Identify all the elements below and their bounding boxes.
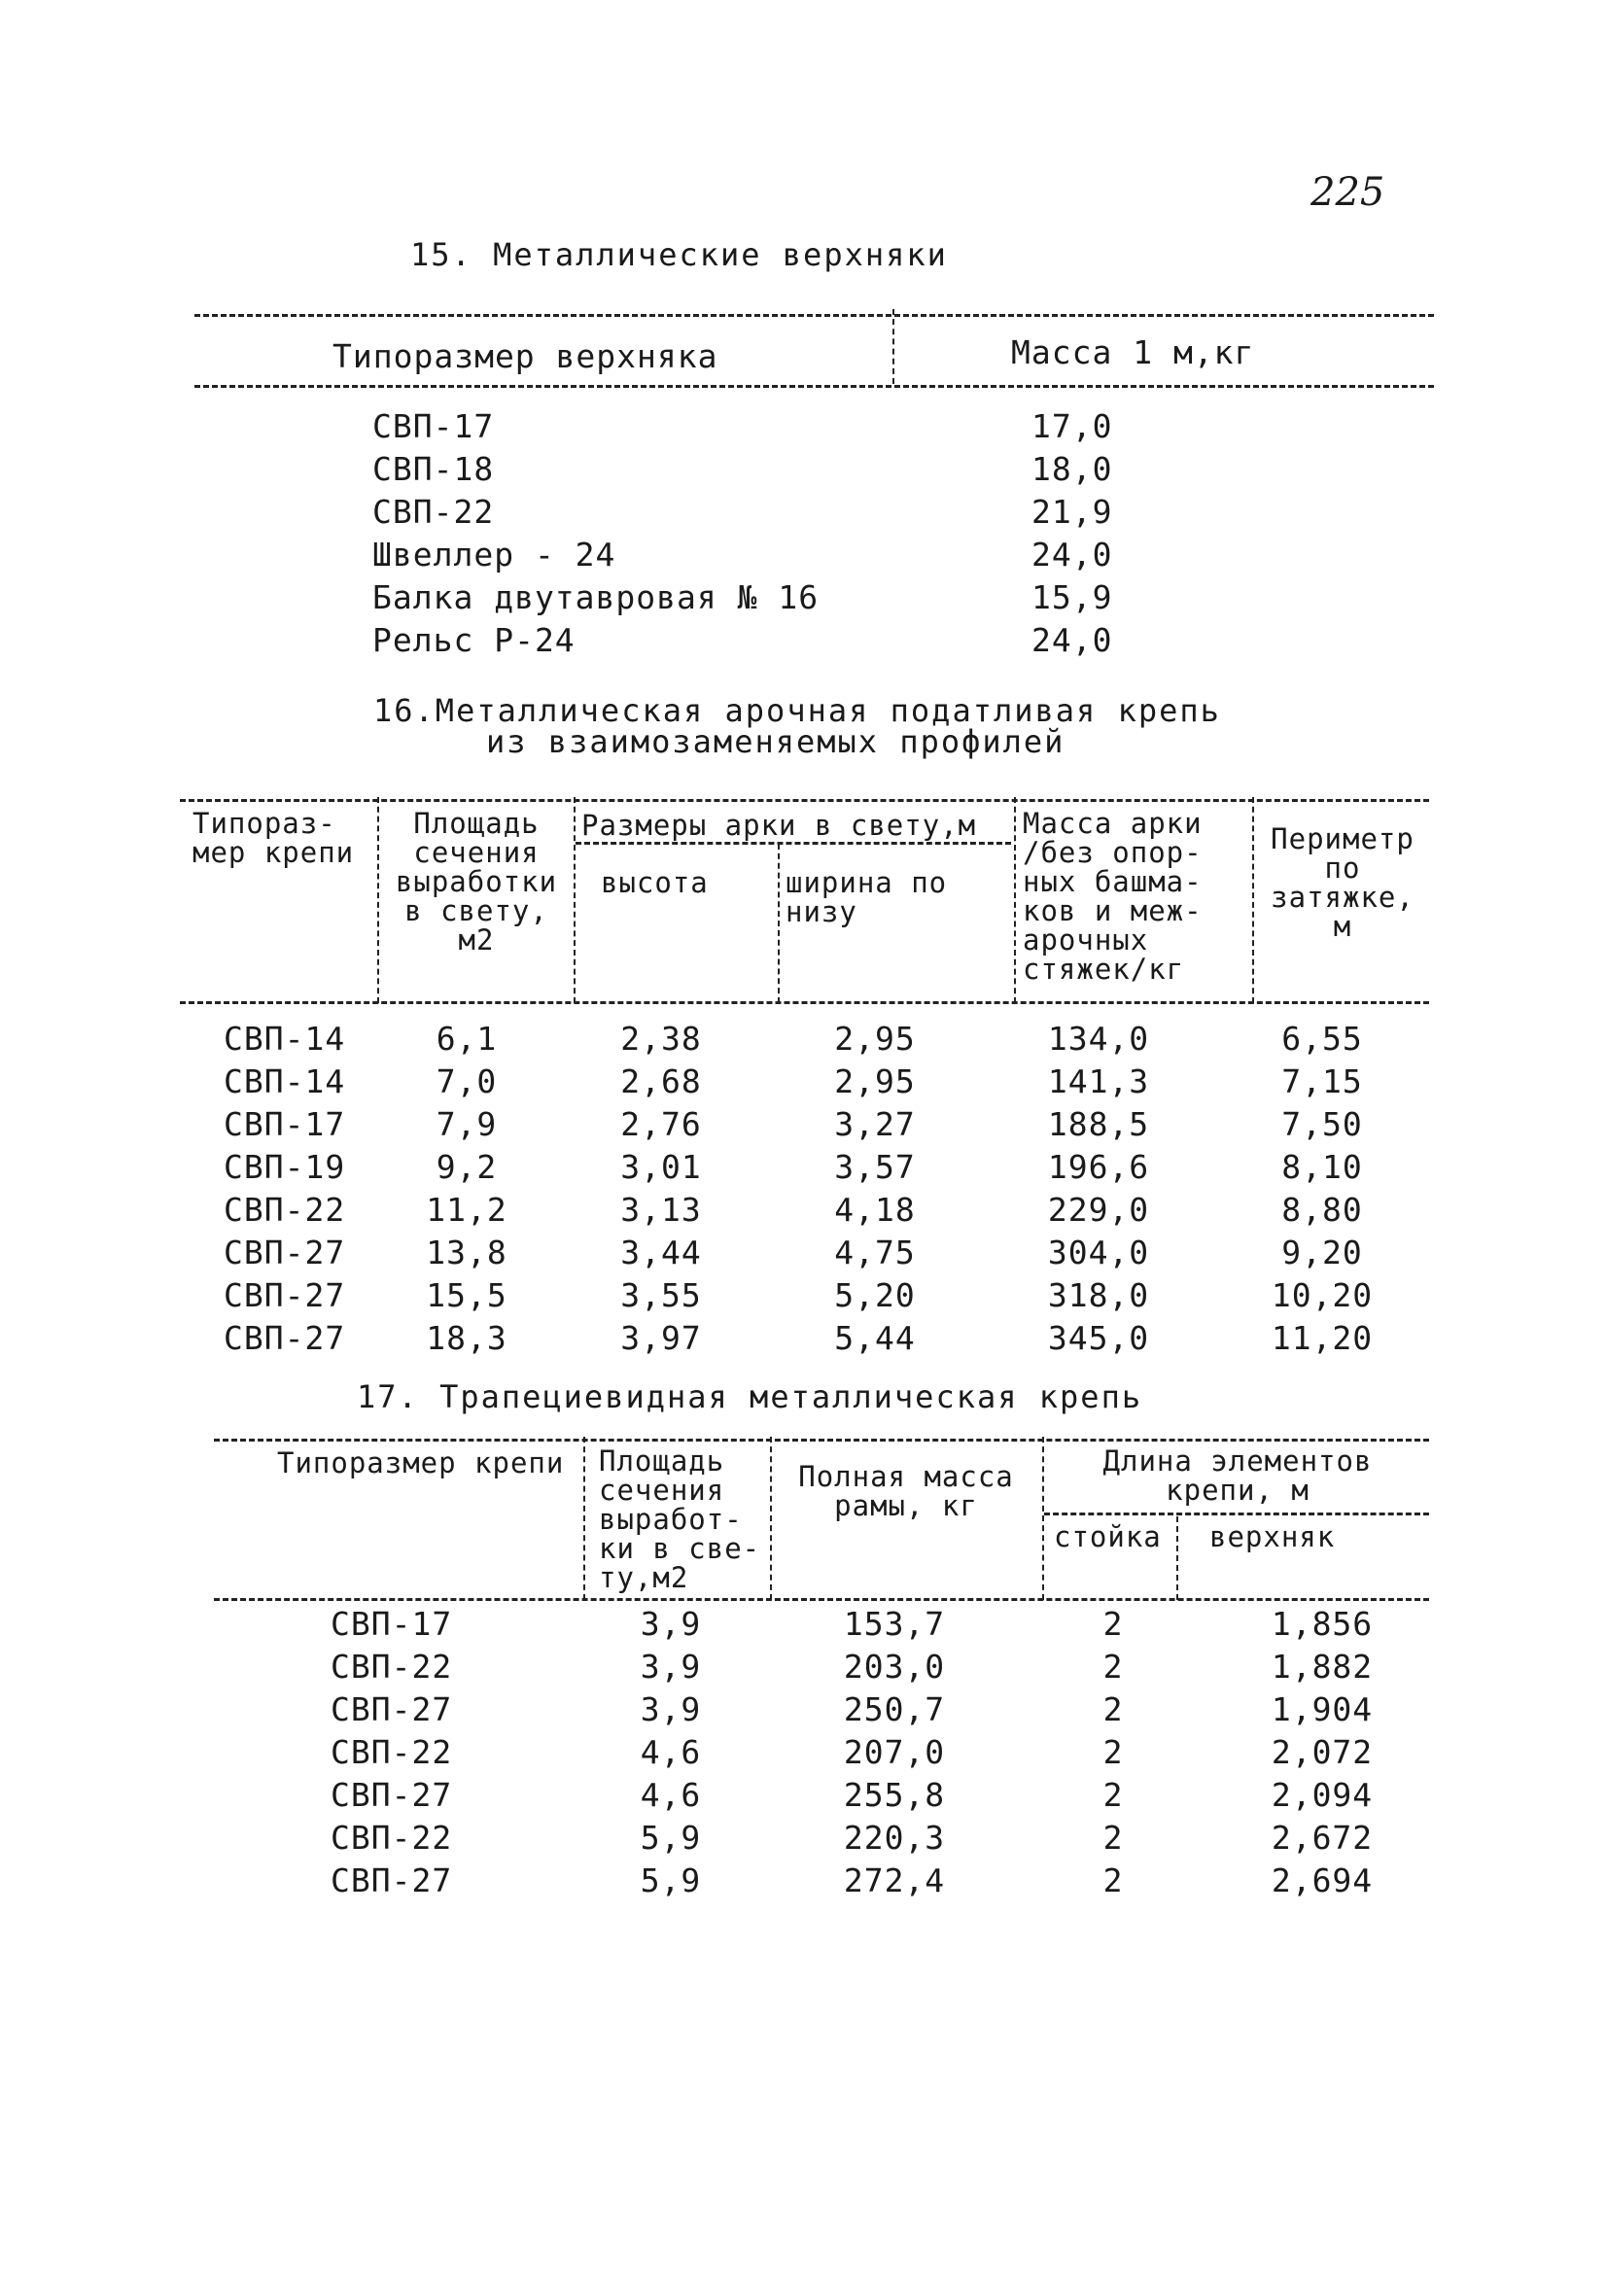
table-cell: 4,18	[834, 1190, 916, 1229]
table15-title: 15. Металлические верхняки	[410, 236, 948, 273]
t17-area-line-4: ки в све-	[599, 1532, 761, 1565]
table-cell: Швеллер - 24	[372, 535, 616, 574]
table-cell: 153,7	[843, 1604, 946, 1643]
table16-header-arch-group: Размеры арки в свету,м	[581, 809, 977, 842]
table-cell: 1,856	[1271, 1604, 1374, 1643]
table-row	[331, 1730, 1439, 1773]
table-cell: 2,95	[834, 1061, 916, 1100]
table-row	[372, 575, 1112, 618]
table16-header-rule	[180, 1001, 1429, 1004]
length-line-1: Длина элементов	[1102, 1444, 1373, 1478]
table-cell: 304,0	[1047, 1233, 1150, 1271]
table-cell: Балка двутавровая № 16	[372, 577, 820, 616]
table17-header-mass	[774, 1462, 1038, 1520]
mass-line-3: ных башма-	[1023, 865, 1203, 898]
table15-header-mass: Масса 1 м,кг	[1011, 333, 1255, 371]
table16-top-rule	[180, 799, 1429, 802]
table17-header-size: Типоразмер крепи	[277, 1446, 565, 1479]
mass-line-2: /без опор-	[1023, 836, 1203, 869]
table16-header-width	[786, 868, 947, 926]
size-line-2: мер крепи	[192, 836, 355, 869]
table-cell: 3,01	[620, 1147, 702, 1186]
table-cell: 272,4	[843, 1861, 946, 1899]
table-cell: 188,5	[1047, 1104, 1150, 1143]
table-row	[372, 490, 1112, 533]
table16-title-line1: 16.Металлическая арочная податливая крепь	[373, 692, 1221, 729]
table-cell: СВП-22	[331, 1647, 453, 1686]
table-cell: 9,20	[1281, 1233, 1363, 1271]
table-cell: 4,6	[640, 1732, 702, 1771]
length-line-2: крепи, м	[1166, 1474, 1310, 1507]
t17-area-line-5: ту,м2	[599, 1561, 689, 1594]
table-cell: СВП-17	[331, 1604, 453, 1643]
table17-body	[331, 1602, 1439, 1901]
table16-header-area	[381, 809, 572, 955]
table16-vline-3	[778, 844, 780, 1003]
area-line-1: Площадь	[413, 807, 540, 840]
table-cell: 10,20	[1271, 1275, 1374, 1314]
table-cell: СВП-19	[224, 1147, 346, 1186]
table-cell: СВП-27	[224, 1275, 346, 1314]
table-cell: СВП-22	[331, 1732, 453, 1771]
table-row	[224, 1188, 1429, 1231]
table-cell: 3,55	[620, 1275, 702, 1314]
table-cell: 3,9	[640, 1604, 702, 1643]
perimeter-line-2: по	[1324, 852, 1361, 885]
table-row	[224, 1017, 1429, 1060]
table-row	[224, 1316, 1429, 1359]
table-row	[224, 1102, 1429, 1145]
table-cell: СВП-14	[224, 1019, 346, 1058]
table-cell: 2,694	[1271, 1861, 1374, 1899]
table-row	[331, 1687, 1439, 1730]
table17-top-rule	[214, 1439, 1429, 1442]
table-cell: 229,0	[1047, 1190, 1150, 1229]
perimeter-line-1: Периметр	[1271, 822, 1415, 855]
table17-vline-2	[770, 1437, 772, 1600]
table-row	[372, 533, 1112, 575]
table-cell: СВП-22	[331, 1818, 453, 1857]
table-cell: 2,38	[620, 1019, 702, 1058]
table-row	[224, 1145, 1429, 1188]
table-cell: СВП-27	[224, 1318, 346, 1357]
table15-header-size: Типоразмер верхняка	[332, 337, 718, 375]
table16-header-height: высота	[601, 866, 709, 899]
table-cell: СВП-27	[331, 1689, 453, 1728]
table-row	[224, 1231, 1429, 1273]
table-cell: 4,6	[640, 1775, 702, 1814]
table-cell: 3,27	[834, 1104, 916, 1143]
table-cell: 7,50	[1281, 1104, 1363, 1143]
table-cell: 2,76	[620, 1104, 702, 1143]
table-cell: 3,9	[640, 1689, 702, 1728]
table17-title: 17. Трапециевидная металлическая крепь	[357, 1378, 1143, 1415]
t17-area-line-2: сечения	[599, 1474, 725, 1507]
table17-header-post: стойка	[1054, 1520, 1162, 1553]
table-cell: 2	[1102, 1732, 1124, 1771]
table-cell: 17,0	[1031, 406, 1113, 445]
table17-vline-4	[1176, 1516, 1178, 1600]
table16-arch-rule	[576, 842, 1011, 845]
mass-line-1: Масса арки	[1023, 807, 1203, 840]
table-cell: 2	[1102, 1647, 1124, 1686]
table16-header-perimeter	[1256, 824, 1429, 941]
table17-header-length-group	[1046, 1446, 1429, 1505]
table-cell: 13,8	[426, 1233, 507, 1271]
table-cell: 15,5	[426, 1275, 507, 1314]
table15-body	[372, 404, 1112, 661]
table15-top-rule	[194, 314, 1434, 317]
table17-header-area	[599, 1446, 760, 1592]
table-cell: 2,072	[1271, 1732, 1374, 1771]
table-cell: 203,0	[843, 1647, 946, 1686]
table-cell: 2,95	[834, 1019, 916, 1058]
table-cell: 1,882	[1271, 1647, 1374, 1686]
table-row	[331, 1816, 1439, 1859]
table17-header-cap: верхняк	[1209, 1520, 1336, 1553]
table17-header-rule	[214, 1598, 1429, 1601]
table16-vline-2	[574, 797, 576, 1003]
table-row	[372, 447, 1112, 490]
table17-length-rule	[1044, 1513, 1429, 1515]
table16-header-size	[192, 809, 354, 867]
table-cell: 18,0	[1031, 449, 1113, 488]
mass-line-6: стяжек/кг	[1023, 953, 1185, 986]
perimeter-line-4: м	[1333, 910, 1352, 943]
table-cell: 21,9	[1031, 492, 1113, 531]
table-cell: 3,44	[620, 1233, 702, 1271]
table-cell: Рельс Р-24	[372, 620, 576, 659]
table17-vline-1	[583, 1437, 585, 1600]
t17-area-line-1: Площадь	[599, 1444, 725, 1478]
table-cell: 3,9	[640, 1647, 702, 1686]
table-cell: 3,13	[620, 1190, 702, 1229]
table-cell: 2	[1102, 1861, 1124, 1899]
table-cell: 7,0	[436, 1061, 498, 1100]
table-cell: СВП-22	[224, 1190, 346, 1229]
table-cell: 1,904	[1271, 1689, 1374, 1728]
table-cell: 250,7	[843, 1689, 946, 1728]
table-cell: 318,0	[1047, 1275, 1150, 1314]
table15-rows	[372, 404, 1112, 661]
table-row	[372, 404, 1112, 447]
table16-title-line2: из взаимозаменяемых профилей	[486, 723, 1066, 760]
table-cell: 345,0	[1047, 1318, 1150, 1357]
table-cell: 2,672	[1271, 1818, 1374, 1857]
area-line-3: выработки	[395, 865, 558, 898]
t17-mass-line-1: Полная масса	[798, 1460, 1014, 1493]
table16-rows	[224, 1017, 1429, 1359]
table-cell: 3,57	[834, 1147, 916, 1186]
table-row	[224, 1273, 1429, 1316]
area-line-5: м2	[458, 923, 495, 957]
table-row	[331, 1773, 1439, 1816]
table-cell: 141,3	[1047, 1061, 1150, 1100]
table-cell: 6,55	[1281, 1019, 1363, 1058]
table-row	[331, 1645, 1439, 1687]
table-cell: 11,20	[1271, 1318, 1374, 1357]
table-cell: СВП-27	[331, 1775, 453, 1814]
table15-header-rule	[194, 385, 1434, 388]
table-cell: СВП-27	[224, 1233, 346, 1271]
table-row	[331, 1859, 1439, 1901]
table-cell: 3,97	[620, 1318, 702, 1357]
width-line-1: ширина по	[786, 866, 948, 899]
width-line-2: низу	[786, 895, 857, 928]
table-cell: 2,094	[1271, 1775, 1374, 1814]
table17-vline-3	[1042, 1437, 1044, 1600]
table-cell: 24,0	[1031, 535, 1113, 574]
mass-line-5: арочных	[1023, 923, 1149, 957]
table-cell: 5,44	[834, 1318, 916, 1357]
table-cell: 4,75	[834, 1233, 916, 1271]
table-cell: СВП-18	[372, 449, 495, 488]
table-cell: 15,9	[1031, 577, 1113, 616]
table-cell: 8,10	[1281, 1147, 1363, 1186]
area-line-4: в свету,	[404, 894, 548, 927]
page-number: 225	[1310, 170, 1385, 215]
table-cell: СВП-27	[331, 1861, 453, 1899]
table-cell: 6,1	[436, 1019, 498, 1058]
table-cell: 255,8	[843, 1775, 946, 1814]
table-cell: 9,2	[436, 1147, 498, 1186]
table16-vline-5	[1252, 797, 1254, 1003]
table-cell: 2	[1102, 1818, 1124, 1857]
table16-header-mass	[1023, 809, 1203, 984]
table-cell: СВП-22	[372, 492, 495, 531]
t17-area-line-3: выработ-	[599, 1503, 743, 1536]
table-row	[372, 618, 1112, 661]
table-cell: 5,9	[640, 1861, 702, 1899]
size-line-1: Типораз-	[192, 807, 336, 840]
table-cell: 2	[1102, 1689, 1124, 1728]
table-cell: СВП-17	[372, 406, 495, 445]
table16-vline-4	[1014, 797, 1016, 1003]
table-cell: 196,6	[1047, 1147, 1150, 1186]
table16-body	[224, 1017, 1429, 1359]
table-cell: 134,0	[1047, 1019, 1150, 1058]
table-cell: 11,2	[426, 1190, 507, 1229]
table-cell: 7,9	[436, 1104, 498, 1143]
table-cell: 5,9	[640, 1818, 702, 1857]
table-cell: СВП-17	[224, 1104, 346, 1143]
table17-rows	[331, 1602, 1439, 1901]
mass-line-4: ков и меж-	[1023, 894, 1203, 927]
table-cell: 18,3	[426, 1318, 507, 1357]
table-cell: 7,15	[1281, 1061, 1363, 1100]
table-cell: 5,20	[834, 1275, 916, 1314]
table-row	[224, 1060, 1429, 1102]
table-cell: 2	[1102, 1775, 1124, 1814]
table-cell: 2,68	[620, 1061, 702, 1100]
table-row	[331, 1602, 1439, 1645]
perimeter-line-3: затяжке,	[1271, 881, 1415, 914]
table-cell: 24,0	[1031, 620, 1113, 659]
t17-mass-line-2: рамы, кг	[834, 1489, 978, 1522]
table-cell: 207,0	[843, 1732, 946, 1771]
table-cell: СВП-14	[224, 1061, 346, 1100]
table16-vline-1	[377, 797, 379, 1003]
table-cell: 8,80	[1281, 1190, 1363, 1229]
table15-header-divider	[892, 309, 894, 384]
area-line-2: сечения	[413, 836, 540, 869]
table-cell: 220,3	[843, 1818, 946, 1857]
table-cell: 2	[1102, 1604, 1124, 1643]
